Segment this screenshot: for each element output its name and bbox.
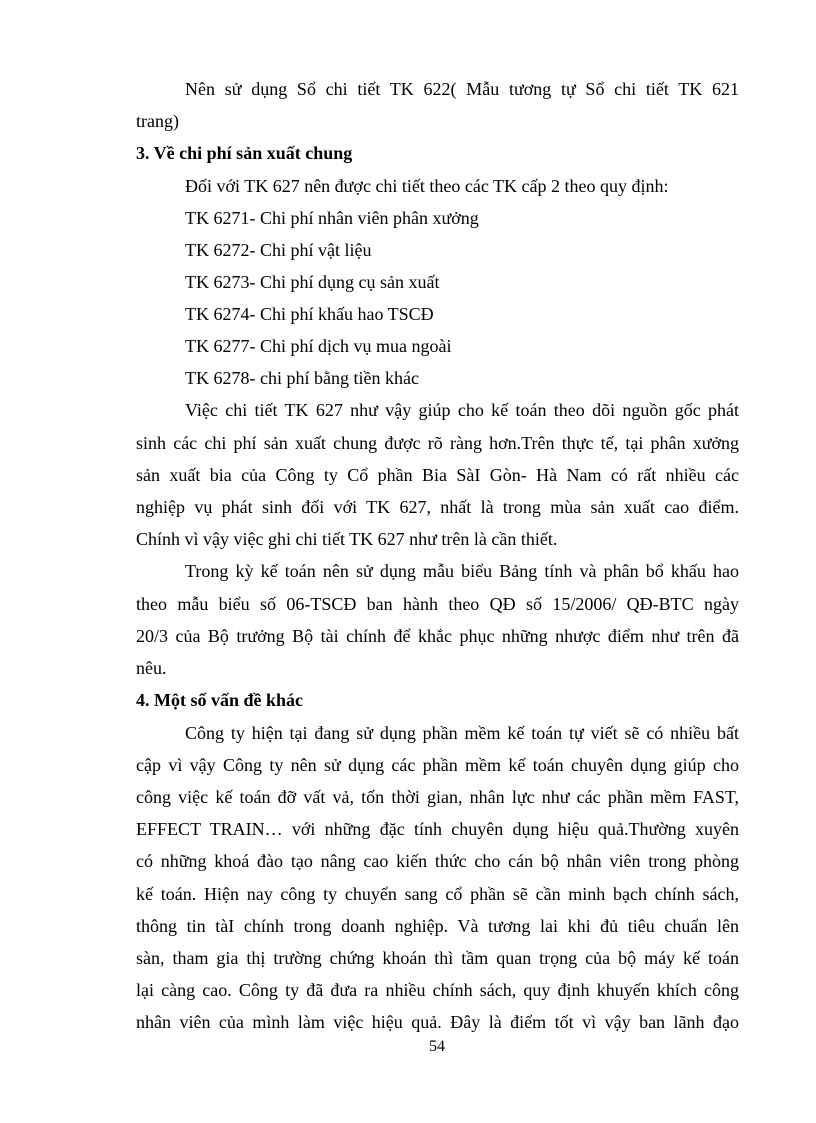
body-line: Đối với TK 627 nên được chi tiết theo các TK cấp 2 theo quy định: <box>185 176 669 196</box>
body-line: nghiệp vụ phát sinh đối với TK 627, nhất là trong mùa sản xuất cao điểm. <box>136 497 739 517</box>
account-list-item: TK 6274- Chi phí khấu hao TSCĐ <box>185 304 434 324</box>
body-line: lại càng cao. Công ty đã đưa ra nhiều chính sách, quy định khuyến khích công <box>136 980 739 1000</box>
body-line: có những khoá đào tạo nâng cao kiến thức cho cán bộ nhân viên trong phòng <box>136 851 739 871</box>
body-line: Nên sử dụng Sổ chi tiết TK 622( Mẫu tương tự Sổ chi tiết TK 621 <box>185 79 739 99</box>
page-number: 54 <box>429 1038 445 1055</box>
section-heading-4: 4. Một số vấn đề khác <box>136 690 304 710</box>
body-line: công việc kế toán đỡ vất vả, tốn thời gian, nhân lực như các phần mềm FAST, <box>136 787 739 807</box>
body-line: Trong kỳ kế toán nên sử dụng mẫu biểu Bảng tính và phân bổ khấu hao <box>185 561 739 581</box>
body-line: cập vì vậy Công ty nên sử dụng các phần mềm kế toán chuyên dụng giúp cho <box>136 755 739 775</box>
account-list-item: TK 6277- Chi phí dịch vụ mua ngoài <box>185 336 452 356</box>
account-list-item: TK 6278- chi phí bằng tiền khác <box>185 368 419 388</box>
body-line: kế toán. Hiện nay công ty chuyển sang cổ phần sẽ cần minh bạch chính sách, <box>136 884 739 904</box>
body-line: 20/3 của Bộ trưởng Bộ tài chính để khắc phục những nhược điểm như trên đã <box>136 626 739 646</box>
body-line: Việc chi tiết TK 627 như vậy giúp cho kế toán theo dõi nguồn gốc phát <box>185 400 739 420</box>
body-line: thông tin tàI chính trong doanh nghiệp. Và tương lai khi đủ tiêu chuẩn lên <box>136 916 739 936</box>
body-line: nhân viên của mình làm việc hiệu quả. Đây là điểm tốt vì vậy ban lãnh đạo <box>136 1012 739 1032</box>
body-line: sàn, tham gia thị trường chứng khoán thì tầm quan trọng của bộ máy kế toán <box>136 948 739 968</box>
body-line: theo mẫu biểu số 06-TSCĐ ban hành theo QĐ số 15/2006/ QĐ-BTC ngày <box>136 594 739 614</box>
account-list-item: TK 6273- Chi phí dụng cụ sản xuất <box>185 272 440 292</box>
body-line: trang) <box>136 111 179 131</box>
body-line: sinh các chi phí sản xuất chung được rõ ràng hơn.Trên thực tế, tại phân xưởng <box>136 433 739 453</box>
account-list-item: TK 6272- Chi phí vật liệu <box>185 240 372 260</box>
section-heading-3: 3. Về chi phí sản xuất chung <box>136 143 353 163</box>
body-line: Công ty hiện tại đang sử dụng phần mềm kế toán tự viết sẽ có nhiều bất <box>185 723 739 743</box>
body-line: Chính vì vậy việc ghi chi tiết TK 627 như trên là cần thiết. <box>136 529 558 549</box>
body-line: nêu. <box>136 658 167 678</box>
account-list-item: TK 6271- Chi phí nhân viên phân xưởng <box>185 208 479 228</box>
body-line: EFFECT TRAIN… với những đặc tính chuyên dụng hiệu quả.Thường xuyên <box>136 819 739 839</box>
body-line: sản xuất bia của Công ty Cổ phần Bia SàI Gòn- Hà Nam có rất nhiều các <box>136 465 739 485</box>
